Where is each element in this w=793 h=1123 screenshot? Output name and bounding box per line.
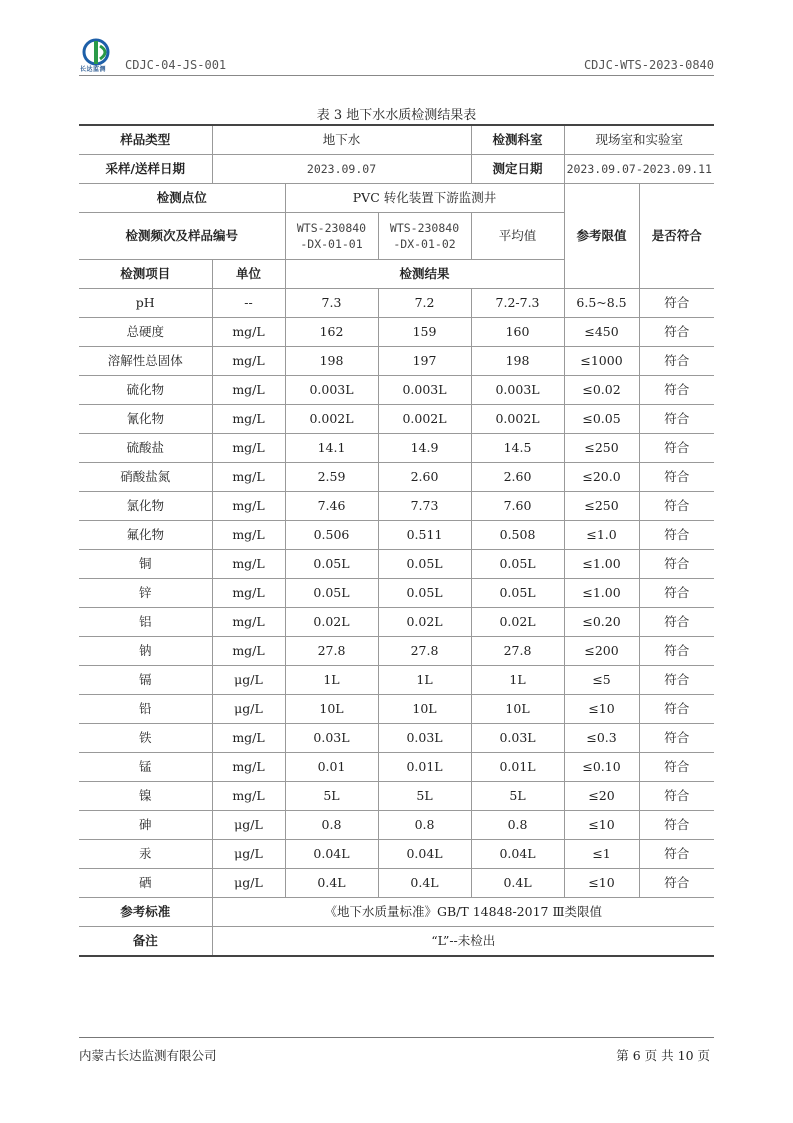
table-row (79, 608, 714, 637)
logo-text: 长达监测 (80, 66, 107, 73)
cell-result-2: 0.03L (378, 724, 471, 753)
cell-item: 氟化物 (79, 521, 212, 550)
cell-unit: mg/L (212, 376, 285, 405)
sample-b-line1: WTS-230840 (389, 221, 460, 235)
cell-conform: 符合 (639, 550, 714, 579)
table-row (79, 811, 714, 840)
table-row (79, 463, 714, 492)
sample-type-label: 样品类型 (79, 125, 212, 155)
sample-a-line2: -DX-01-01 (300, 237, 363, 251)
cell-conform: 符合 (639, 347, 714, 376)
cell-result-1: 0.04L (285, 840, 378, 869)
cell-limit: ≤250 (564, 434, 639, 463)
cell-unit: mg/L (212, 521, 285, 550)
cell-result-1: 0.05L (285, 550, 378, 579)
cell-average: 0.05L (471, 550, 564, 579)
cell-average: 0.8 (471, 811, 564, 840)
test-date-value: 2023.09.07-2023.09.11 (564, 155, 714, 184)
cell-average: 0.03L (471, 724, 564, 753)
cell-limit: 6.5~8.5 (564, 289, 639, 318)
cell-result-1: 0.003L (285, 376, 378, 405)
cell-conform: 符合 (639, 434, 714, 463)
cell-result-2: 0.05L (378, 579, 471, 608)
cell-average: 1L (471, 666, 564, 695)
cell-unit: mg/L (212, 724, 285, 753)
cell-result-2: 0.002L (378, 405, 471, 434)
info-row-1 (79, 125, 714, 155)
table-row (79, 550, 714, 579)
unit-header: 单位 (212, 260, 285, 289)
doc-code-right: CDJC-WTS-2023-0840 (583, 58, 714, 72)
cell-average: 5L (471, 782, 564, 811)
cell-unit: mg/L (212, 463, 285, 492)
cell-result-2: 197 (378, 347, 471, 376)
point-label: 检测点位 (79, 184, 285, 213)
cell-result-2: 5L (378, 782, 471, 811)
info-row-2 (79, 155, 714, 184)
cell-limit: ≤1000 (564, 347, 639, 376)
cell-result-2: 0.4L (378, 869, 471, 898)
cell-unit: -- (212, 289, 285, 318)
table-row (79, 869, 714, 898)
cell-conform: 符合 (639, 405, 714, 434)
cell-result-1: 0.03L (285, 724, 378, 753)
limit-header: 参考限值 (564, 184, 639, 289)
cell-average: 0.05L (471, 579, 564, 608)
table-row (79, 434, 714, 463)
cell-item: 铅 (79, 695, 212, 724)
cell-result-1: 162 (285, 318, 378, 347)
table-row (79, 521, 714, 550)
cell-unit: μg/L (212, 666, 285, 695)
item-header: 检测项目 (79, 260, 212, 289)
cell-average: 27.8 (471, 637, 564, 666)
table-row (79, 666, 714, 695)
cell-unit: mg/L (212, 608, 285, 637)
cell-result-2: 7.2 (378, 289, 471, 318)
cell-conform: 符合 (639, 666, 714, 695)
cell-item: 硫酸盐 (79, 434, 212, 463)
result-header: 检测结果 (285, 260, 564, 289)
table-row (79, 637, 714, 666)
cell-result-2: 159 (378, 318, 471, 347)
cell-average: 0.02L (471, 608, 564, 637)
cell-item: 砷 (79, 811, 212, 840)
sample-b-id (378, 213, 471, 260)
cell-unit: μg/L (212, 869, 285, 898)
cell-limit: ≤250 (564, 492, 639, 521)
cell-result-2: 0.8 (378, 811, 471, 840)
lab-label: 检测科室 (471, 125, 564, 155)
cell-result-2: 0.04L (378, 840, 471, 869)
header-divider (79, 75, 714, 76)
cell-limit: ≤0.10 (564, 753, 639, 782)
footer-divider (79, 1037, 714, 1038)
cell-result-2: 10L (378, 695, 471, 724)
table-row (79, 347, 714, 376)
cell-average: 7.2-7.3 (471, 289, 564, 318)
cell-result-1: 10L (285, 695, 378, 724)
cell-result-1: 0.4L (285, 869, 378, 898)
cell-unit: mg/L (212, 753, 285, 782)
cell-conform: 符合 (639, 637, 714, 666)
cell-unit: μg/L (212, 695, 285, 724)
results-table (79, 124, 714, 957)
cell-average: 0.04L (471, 840, 564, 869)
cell-result-1: 0.02L (285, 608, 378, 637)
table-row (79, 376, 714, 405)
cell-limit: ≤0.02 (564, 376, 639, 405)
cell-limit: ≤20.0 (564, 463, 639, 492)
cell-result-1: 0.002L (285, 405, 378, 434)
sample-a-line1: WTS-230840 (296, 221, 367, 235)
cell-unit: mg/L (212, 492, 285, 521)
cell-result-2: 0.02L (378, 608, 471, 637)
cell-limit: ≤1.0 (564, 521, 639, 550)
standard-value: 《地下水质量标准》GB/T 14848-2017 Ⅲ类限值 (212, 898, 714, 927)
cell-limit: ≤5 (564, 666, 639, 695)
cell-result-1: 7.46 (285, 492, 378, 521)
table-row (79, 492, 714, 521)
cell-result-1: 14.1 (285, 434, 378, 463)
cell-result-2: 14.9 (378, 434, 471, 463)
cell-item: 铜 (79, 550, 212, 579)
cell-result-1: 0.01 (285, 753, 378, 782)
cell-unit: mg/L (212, 550, 285, 579)
cell-conform: 符合 (639, 521, 714, 550)
table-row (79, 405, 714, 434)
cell-average: 7.60 (471, 492, 564, 521)
sample-b-line2: -DX-01-02 (393, 237, 456, 251)
cell-limit: ≤10 (564, 695, 639, 724)
table-row (79, 318, 714, 347)
freq-label: 检测频次及样品编号 (79, 213, 285, 260)
table-row (79, 579, 714, 608)
point-row (79, 184, 714, 213)
cell-result-1: 0.506 (285, 521, 378, 550)
cell-result-1: 1L (285, 666, 378, 695)
cell-item: 氰化物 (79, 405, 212, 434)
cell-item: 钠 (79, 637, 212, 666)
table-row (79, 782, 714, 811)
cell-item: 硫化物 (79, 376, 212, 405)
doc-code-left: CDJC-04-JS-001 (125, 58, 227, 72)
remark-row (79, 927, 714, 957)
cell-result-2: 0.003L (378, 376, 471, 405)
cell-item: 镍 (79, 782, 212, 811)
cell-unit: mg/L (212, 579, 285, 608)
cell-average: 14.5 (471, 434, 564, 463)
cell-result-1: 198 (285, 347, 378, 376)
cell-unit: μg/L (212, 811, 285, 840)
cell-average: 10L (471, 695, 564, 724)
cell-item: 镉 (79, 666, 212, 695)
cell-limit: ≤1.00 (564, 579, 639, 608)
company-name: 内蒙古长达监测有限公司 (79, 1048, 217, 1063)
cell-item: 锰 (79, 753, 212, 782)
cell-result-2: 0.511 (378, 521, 471, 550)
cell-average: 0.003L (471, 376, 564, 405)
standard-label: 参考标准 (79, 898, 212, 927)
cell-conform: 符合 (639, 579, 714, 608)
standard-row (79, 898, 714, 927)
cell-limit: ≤0.20 (564, 608, 639, 637)
cell-result-2: 0.01L (378, 753, 471, 782)
sampling-date-value: 2023.09.07 (212, 155, 471, 184)
cell-conform: 符合 (639, 724, 714, 753)
cell-average: 0.4L (471, 869, 564, 898)
cell-conform: 符合 (639, 869, 714, 898)
page-number: 第 6 页 共 10 页 (616, 1048, 710, 1063)
average-header: 平均值 (471, 213, 564, 260)
sampling-date-label: 采样/送样日期 (79, 155, 212, 184)
cell-item: 硒 (79, 869, 212, 898)
cell-conform: 符合 (639, 782, 714, 811)
cell-limit: ≤10 (564, 811, 639, 840)
cell-unit: mg/L (212, 318, 285, 347)
cell-conform: 符合 (639, 318, 714, 347)
cell-conform: 符合 (639, 289, 714, 318)
cell-conform: 符合 (639, 463, 714, 492)
sample-type-value: 地下水 (212, 125, 471, 155)
cell-conform: 符合 (639, 695, 714, 724)
cell-item: 氯化物 (79, 492, 212, 521)
cell-item: 溶解性总固体 (79, 347, 212, 376)
cell-result-2: 1L (378, 666, 471, 695)
table-row (79, 840, 714, 869)
cell-limit: ≤450 (564, 318, 639, 347)
cell-conform: 符合 (639, 840, 714, 869)
cell-result-1: 7.3 (285, 289, 378, 318)
table-row (79, 695, 714, 724)
cell-item: 锌 (79, 579, 212, 608)
cell-conform: 符合 (639, 811, 714, 840)
cell-unit: mg/L (212, 405, 285, 434)
cell-unit: mg/L (212, 434, 285, 463)
cell-conform: 符合 (639, 753, 714, 782)
cell-average: 160 (471, 318, 564, 347)
cell-average: 0.01L (471, 753, 564, 782)
table-caption: 表 3 地下水水质检测结果表 (316, 108, 477, 123)
remark-label: 备注 (79, 927, 212, 957)
cell-result-1: 0.05L (285, 579, 378, 608)
test-date-label: 测定日期 (471, 155, 564, 184)
table-row (79, 724, 714, 753)
cell-result-2: 27.8 (378, 637, 471, 666)
cell-item: pH (79, 289, 212, 318)
sample-a-id (285, 213, 378, 260)
cell-limit: ≤10 (564, 869, 639, 898)
cell-item: 总硬度 (79, 318, 212, 347)
cell-limit: ≤200 (564, 637, 639, 666)
cell-result-1: 2.59 (285, 463, 378, 492)
cell-conform: 符合 (639, 376, 714, 405)
cell-average: 198 (471, 347, 564, 376)
point-value: PVC 转化装置下游监测井 (285, 184, 564, 213)
cell-limit: ≤20 (564, 782, 639, 811)
remark-value: “L”--未检出 (212, 927, 714, 957)
cell-average: 2.60 (471, 463, 564, 492)
cell-average: 0.508 (471, 521, 564, 550)
cell-item: 汞 (79, 840, 212, 869)
lab-value: 现场室和实验室 (564, 125, 714, 155)
cell-result-2: 7.73 (378, 492, 471, 521)
cell-limit: ≤1 (564, 840, 639, 869)
cell-result-2: 0.05L (378, 550, 471, 579)
cell-item: 铝 (79, 608, 212, 637)
cell-conform: 符合 (639, 492, 714, 521)
cell-result-2: 2.60 (378, 463, 471, 492)
cell-result-1: 0.8 (285, 811, 378, 840)
cell-item: 硝酸盐氮 (79, 463, 212, 492)
cell-item: 铁 (79, 724, 212, 753)
table-row (79, 289, 714, 318)
cell-unit: mg/L (212, 782, 285, 811)
cell-limit: ≤0.3 (564, 724, 639, 753)
cell-average: 0.002L (471, 405, 564, 434)
cell-result-1: 27.8 (285, 637, 378, 666)
cell-limit: ≤1.00 (564, 550, 639, 579)
cell-unit: mg/L (212, 637, 285, 666)
cell-conform: 符合 (639, 608, 714, 637)
table-row (79, 753, 714, 782)
cell-unit: μg/L (212, 840, 285, 869)
cell-result-1: 5L (285, 782, 378, 811)
cell-limit: ≤0.05 (564, 405, 639, 434)
conform-header: 是否符合 (639, 184, 714, 289)
cell-unit: mg/L (212, 347, 285, 376)
